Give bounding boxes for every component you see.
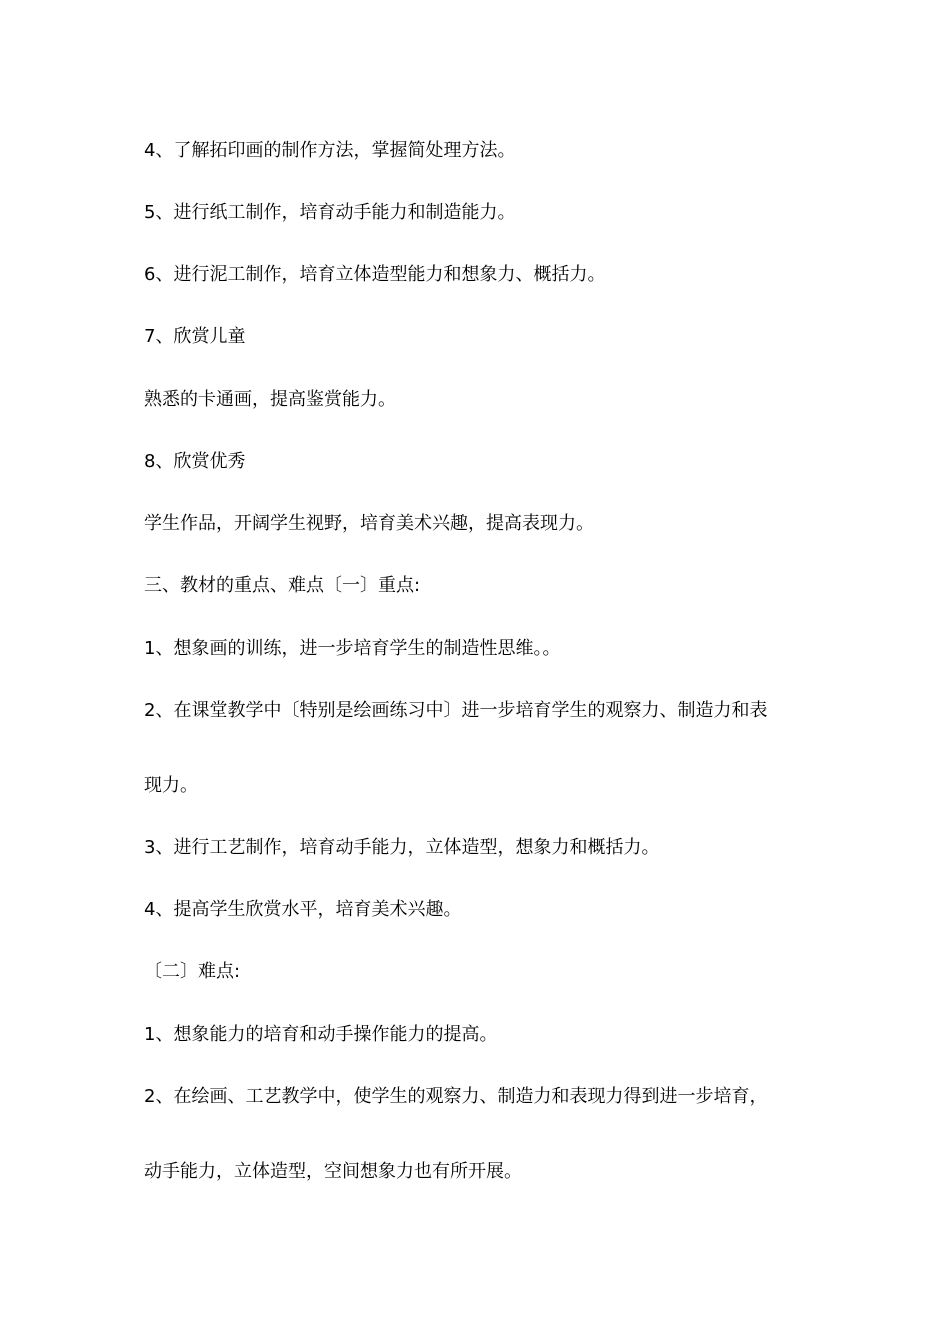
text-line: 5、进行纸工制作，培育动手能力和制造能力。 — [144, 202, 516, 223]
text-line: 动手能力，立体造型，空间想象力也有所开展。 — [144, 1161, 522, 1182]
text-line: 学生作品，开阔学生视野，培育美术兴趣，提高表现力。 — [144, 513, 594, 534]
text-line: 8、欣赏优秀 — [144, 451, 246, 472]
text-line: 2、在课堂教学中〔特别是绘画练习中〕进一步培育学生的观察力、制造力和表 — [144, 700, 768, 721]
text-line: 熟悉的卡通画，提高鉴赏能力。 — [144, 389, 396, 410]
text-line: 1、想象能力的培育和动手操作能力的提高。 — [144, 1024, 498, 1045]
text-line: 2、在绘画、工艺教学中，使学生的观察力、制造力和表现力得到进一步培育， — [144, 1086, 768, 1107]
text-line: 4、提高学生欣赏水平，培育美术兴趣。 — [144, 899, 462, 920]
text-line: 现力。 — [144, 775, 198, 796]
text-line: 1、想象画的训练，进一步培育学生的制造性思维。。 — [144, 638, 561, 659]
text-line: 6、进行泥工制作，培育立体造型能力和想象力、概括力。 — [144, 264, 606, 285]
subsection-heading: 〔二〕难点: — [144, 961, 241, 982]
section-heading: 三、教材的重点、难点〔一〕重点: — [144, 575, 421, 596]
text-line: 3、进行工艺制作，培育动手能力，立体造型，想象力和概括力。 — [144, 837, 660, 858]
text-line: 7、欣赏儿童 — [144, 326, 246, 347]
text-line: 4、了解拓印画的制作方法，掌握简处理方法。 — [144, 140, 516, 161]
